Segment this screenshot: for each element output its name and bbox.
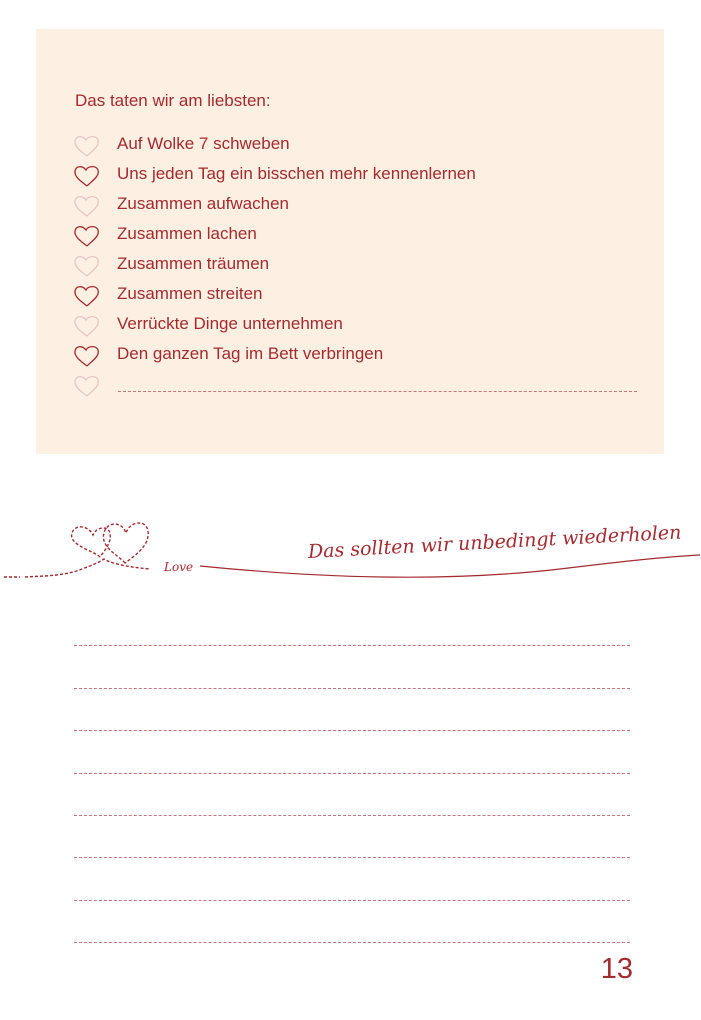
writing-line[interactable] <box>74 646 630 688</box>
checklist-heading: Das taten wir am liebsten: <box>75 91 271 110</box>
checklist-item[interactable] <box>72 251 637 281</box>
checklist-item[interactable] <box>72 281 637 311</box>
blank-entry-line[interactable] <box>118 391 637 392</box>
page-number: 13 <box>600 953 633 985</box>
checklist-item-label: Uns jeden Tag ein bisschen mehr kennenlernen <box>117 164 476 183</box>
checklist-item-label: Den ganzen Tag im Bett verbringen <box>117 344 384 363</box>
writing-line[interactable] <box>74 689 630 731</box>
heart-checkbox-icon[interactable] <box>72 193 102 220</box>
heart-checkbox-icon[interactable] <box>72 163 102 190</box>
heart-checkbox-icon[interactable] <box>72 343 102 370</box>
checklist-item-label: Zusammen aufwachen <box>117 194 289 213</box>
checklist-item[interactable] <box>72 131 637 161</box>
writing-line[interactable] <box>74 901 630 943</box>
writing-line[interactable] <box>74 774 630 816</box>
underline-swash <box>200 555 700 577</box>
writing-line[interactable] <box>74 816 630 858</box>
checklist-item[interactable] <box>72 221 637 251</box>
heart-checkbox-icon[interactable] <box>72 283 102 310</box>
heart-checkbox-icon[interactable] <box>72 373 102 400</box>
checklist-item-blank[interactable] <box>72 371 637 401</box>
checklist-item-label: Zusammen träumen <box>117 254 270 273</box>
checklist-item[interactable] <box>72 341 637 371</box>
checklist-item[interactable] <box>72 311 637 341</box>
writing-line[interactable] <box>74 604 630 646</box>
double-heart-icon <box>4 523 150 577</box>
checklist-item-label: Zusammen lachen <box>117 224 257 243</box>
checklist-item[interactable] <box>72 191 637 221</box>
checklist-item-label: Verrückte Dinge unternehmen <box>117 314 343 333</box>
checklist-item-label: Auf Wolke 7 schweben <box>117 134 290 153</box>
writing-lines <box>74 604 630 943</box>
heart-checkbox-icon[interactable] <box>72 223 102 250</box>
heart-checkbox-icon[interactable] <box>72 253 102 280</box>
checklist-item-label: Zusammen streiten <box>117 284 263 303</box>
checklist-item[interactable] <box>72 161 637 191</box>
heart-checkbox-icon[interactable] <box>72 313 102 340</box>
love-script-word: Love <box>164 560 194 574</box>
writing-line[interactable] <box>74 858 630 900</box>
writing-line[interactable] <box>74 731 630 773</box>
heart-checkbox-icon[interactable] <box>72 133 102 160</box>
checklist <box>72 131 637 401</box>
section-title: Das sollten wir unbedingt wiederholen <box>307 521 682 563</box>
